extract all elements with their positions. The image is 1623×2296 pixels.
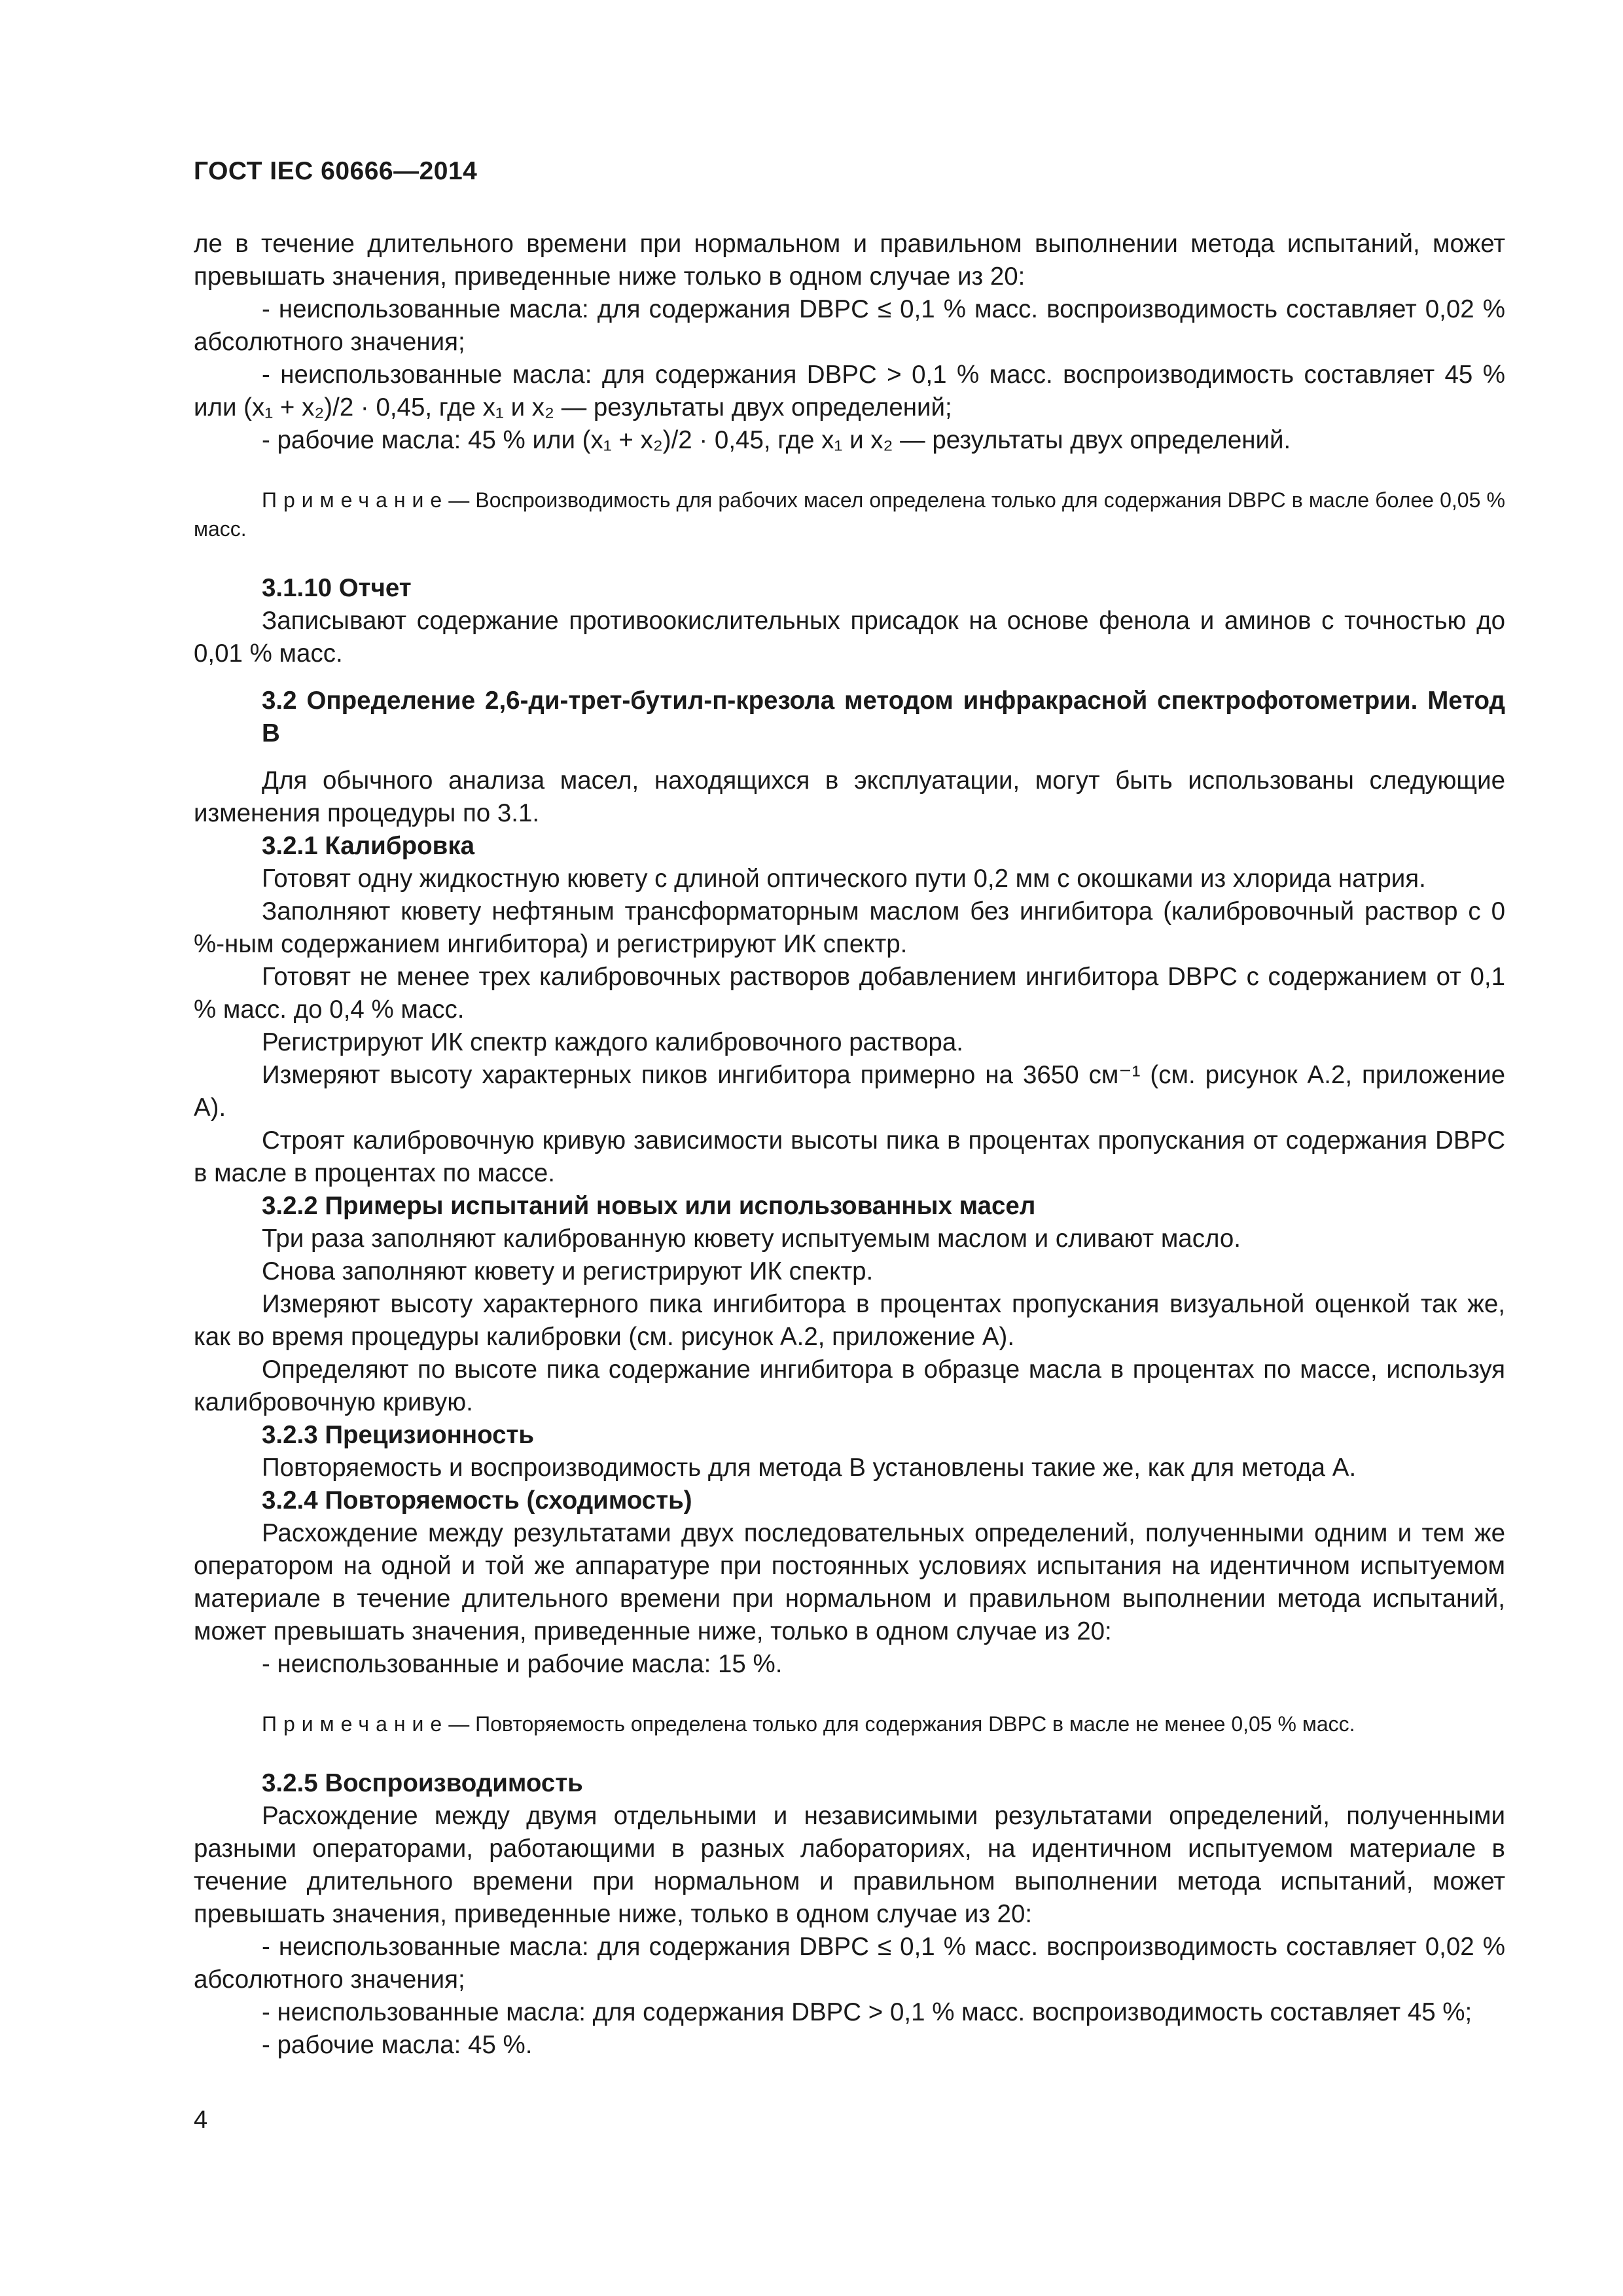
list-item: - неиспользованные и рабочие масла: 15 %. <box>262 1650 783 1678</box>
section-heading-3-2-2: 3.2.2 Примеры испытаний новых или использованных масел <box>262 1192 1036 1220</box>
note-label: Примечание <box>262 488 449 512</box>
paragraph: Измеряют высоту характерных пиков ингибитора примерно на 3650 см⁻¹ (см. рисунок А.2, приложение А). <box>194 1061 1505 1122</box>
list-item: - неиспользованные масла: для содержания DBPC > 0,1 % масс. воспроизводимость составляет 45 %; <box>262 1998 1472 2026</box>
list-item: - рабочие масла: 45 % или (x₁ + x₂)/2 · 0,45, где x₁ и x₂ — результаты двух определений. <box>262 426 1291 454</box>
paragraph: Определяют по высоте пика содержание ингибитора в образце масла в процентах по массе, используя калибровочную кривую. <box>194 1355 1505 1416</box>
list-item: - рабочие масла: 45 %. <box>262 2031 533 2059</box>
standard-header: ГОСТ IEC 60666—2014 <box>194 157 478 185</box>
paragraph: Для обычного анализа масел, находящихся в эксплуатации, могут быть использованы следующие изменения процедуры по 3.1. <box>194 766 1505 827</box>
section-heading-3-2-4: 3.2.4 Повторяемость (сходимость) <box>262 1486 692 1515</box>
section-heading-3-2-3: 3.2.3 Прецизионность <box>262 1421 535 1449</box>
paragraph: Три раза заполняют калиброванную кювету испытуемым маслом и сливают масло. <box>262 1225 1241 1253</box>
paragraph: Повторяемость и воспроизводимость для метода В установлены такие же, как для метода А. <box>262 1454 1357 1482</box>
note-text: — Повторяемость определена только для содержания DBPC в масле не менее 0,05 % масс. <box>448 1712 1355 1736</box>
list-item: - неиспользованные масла: для содержания DBPC > 0,1 % масс. воспроизводимость составляет 45 % или (x₁ + x₂)/2 · 0,45, где x₁ и x₂ — результаты двух определений; <box>194 361 1505 422</box>
paragraph: Расхождение между результатами двух последовательных определений, полученными одним и тем же оператором на одной и той же аппаратуре при постоянных условиях испытания на идентичном испытуемом материале в течение длительного времени при нормальном и правильном выполнении метода испытаний, может превышать значения, приведенные ниже, только в одном случае из 20: <box>194 1519 1505 1645</box>
continued-paragraph: ле в течение длительного времени при нормальном и правильном выполнении метода испытаний, может превышать значения, приведенные ниже только в одном случае из 20: <box>194 230 1505 291</box>
note-text: — Воспроизводимость для рабочих масел определена только для содержания DBPC в масле более 0,05 % масс. <box>194 488 1505 541</box>
paragraph: Регистрируют ИК спектр каждого калибровочного раствора. <box>262 1028 963 1056</box>
paragraph: Заполняют кювету нефтяным трансформаторным маслом без ингибитора (калибровочный раствор с 0 %-ным содержанием ингибитора) и регистрируют ИК спектр. <box>194 897 1505 958</box>
note <box>194 486 1505 543</box>
list-item: - неиспользованные масла: для содержания DBPC ≤ 0,1 % масс. воспроизводимость составляет 0,02 % абсолютного значения; <box>194 295 1505 356</box>
paragraph: Снова заполняют кювету и регистрируют ИК спектр. <box>262 1257 874 1285</box>
section-heading-3-2-5: 3.2.5 Воспроизводимость <box>262 1769 583 1797</box>
section-heading-3-2-1: 3.2.1 Калибровка <box>262 832 474 860</box>
paragraph: Строят калибровочную кривую зависимости высоты пика в процентах пропускания от содержания DBPC в масле в процентах по массе. <box>194 1126 1505 1187</box>
paragraph: Готовят не менее трех калибровочных растворов добавлением ингибитора DBPC с содержанием от 0,1 % масс. до 0,4 % масс. <box>194 963 1505 1024</box>
section-heading-3-1-10: 3.1.10 Отчет <box>262 574 412 602</box>
list-item: - неиспользованные масла: для содержания DBPC ≤ 0,1 % масс. воспроизводимость составляет 0,02 % абсолютного значения; <box>194 1933 1505 1994</box>
paragraph: Готовят одну жидкостную кювету с длиной оптического пути 0,2 мм с окошками из хлорида натрия. <box>262 865 1426 893</box>
paragraph: Расхождение между двумя отдельными и независимыми результатами определений, полученными разными операторами, работающими в разных лабораториях, на идентичном испытуемом материале в течение длительного времени при нормальном и правильном выполнении метода испытаний, может превышать значения, приведенные ниже, только в одном случае из 20: <box>194 1802 1505 1928</box>
paragraph: Записывают содержание противоокислительных присадок на основе фенола и аминов с точностью до 0,01 % масс. <box>194 607 1505 668</box>
page-number: 4 <box>194 2106 208 2134</box>
note <box>194 1710 1505 1738</box>
section-heading-3-2: 3.2 Определение 2,6-ди-трет-бутил-п-крезола методом инфракрасной спектрофотометрии. Метод В <box>262 687 1505 747</box>
note-label: Примечание <box>262 1712 449 1736</box>
paragraph: Измеряют высоту характерного пика ингибитора в процентах пропускания визуальной оценкой так же, как во время процедуры калибровки (см. рисунок А.2, приложение А). <box>194 1290 1505 1351</box>
document-body <box>194 228 1505 2062</box>
